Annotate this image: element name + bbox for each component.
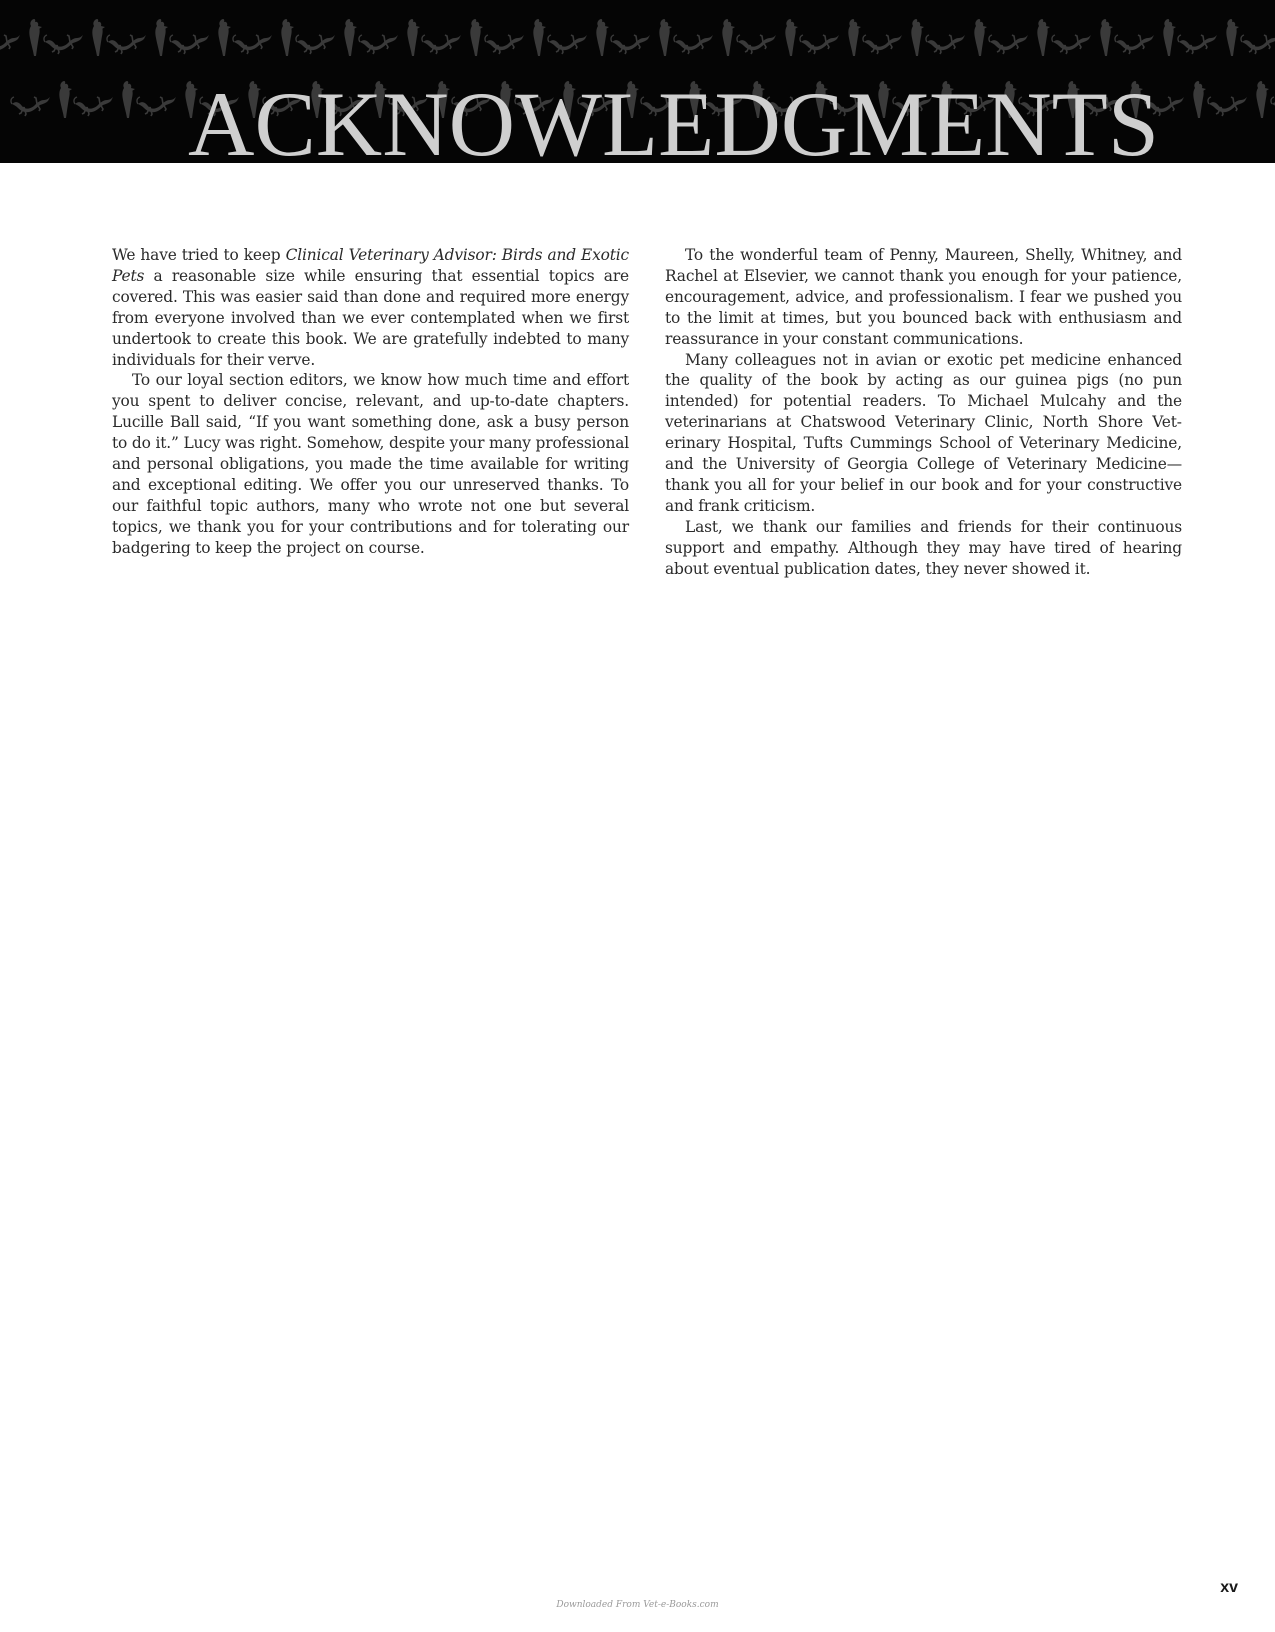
cockatiel-icon — [344, 19, 357, 56]
cockatiel-icon — [974, 19, 987, 56]
page-number: xv — [1220, 1579, 1238, 1596]
gecko-icon — [359, 35, 398, 54]
gecko-icon — [74, 97, 113, 116]
gecko-icon — [296, 35, 335, 54]
paragraph-elsevier-team: To the wonderful team of Penny, Maureen, Shelly, Whitney, and Rachel at Elsevier, we cannot thank you enough for your patience, encouragement, advice, and professionalism. I fear we pushed you to the limit at times, but you bounced back with enthusiasm and reassurance in your constant communications. — [665, 246, 1182, 348]
intro-text-start: We have tried to keep — [112, 246, 286, 264]
gecko-icon — [137, 97, 176, 116]
gecko-icon — [233, 35, 272, 54]
cockatiel-icon — [59, 81, 72, 118]
gecko-icon — [674, 35, 713, 54]
gecko-icon — [1115, 35, 1154, 54]
paragraph-section-editors: To our loyal section editors, we know how much time and effort you spent to deliver concise, relevant, and up-to-date chapters. Lucille Ball said, “If you want something done, ask a busy person to do it.” Lucy was right. Somehow, despite your many professional and personal obligations, you made the time available for writing and exceptional editing. We offer you our unreserved thanks. To our faithful topic authors, many who wrote not one but several topics, we thank you for your contributions and for tolerating our badgering to keep the project on course. — [112, 371, 630, 557]
cockatiel-icon — [596, 19, 609, 56]
cockatiel-icon — [1100, 19, 1113, 56]
gecko-icon — [737, 35, 776, 54]
cockatiel-icon — [911, 19, 924, 56]
cockatiel-icon — [848, 19, 861, 56]
cockatiel-icon — [1163, 19, 1176, 56]
gecko-icon — [926, 35, 965, 54]
gecko-icon — [611, 35, 650, 54]
cockatiel-icon — [1256, 81, 1269, 118]
cockatiel-icon — [281, 19, 294, 56]
cockatiel-icon — [407, 19, 420, 56]
gecko-icon — [422, 35, 461, 54]
gecko-icon — [170, 35, 209, 54]
cockatiel-icon — [1226, 19, 1239, 56]
gecko-icon — [863, 35, 902, 54]
header-banner — [0, 0, 1275, 163]
gecko-icon — [107, 35, 146, 54]
gecko-icon — [11, 97, 50, 116]
cockatiel-icon — [92, 19, 105, 56]
gecko-icon — [1052, 35, 1091, 54]
gecko-icon — [1241, 35, 1275, 54]
cockatiel-icon — [1193, 81, 1206, 118]
gecko-icon — [1271, 97, 1275, 116]
cockatiel-icon — [722, 19, 735, 56]
cockatiel-icon — [785, 19, 798, 56]
gecko-icon — [44, 35, 83, 54]
cockatiel-icon — [533, 19, 546, 56]
cockatiel-icon — [470, 19, 483, 56]
gecko-icon — [1178, 35, 1217, 54]
gecko-icon — [989, 35, 1028, 54]
intro-text-end: a reasonable size while ensuring that essential topics are covered. This was easier said than done and required more energy from everyone involved than we ever contemplated when we first undertook to create this book. We are gratefully indebted to many individuals for their verve. — [112, 266, 629, 369]
paragraph-families: Last, we thank our families and friends for their continuous support and empathy. Although they may have tired of hearing about eventual publication dates, they never showed it. — [665, 517, 1182, 578]
gecko-icon — [1208, 97, 1247, 116]
cockatiel-icon — [29, 19, 42, 56]
cockatiel-icon — [155, 19, 168, 56]
right-column — [665, 245, 1182, 580]
gecko-icon — [485, 35, 524, 54]
cockatiel-icon — [659, 19, 672, 56]
paragraph-colleagues: Many colleagues not in avian or exotic pet medicine enhanced the quality of the book by acting as our guinea pigs (no pun intended) for potential readers. To Michael Mulcahy and the veterinarians at Chatswood Veterinary Clinic, North Shore Veterinary Hospital, Tufts Cummings School of Veterinary Medicine, and the University of Georgia College of Veterinary Medicine—thank you all for your belief in our book and for your constructive and frank criticism. — [665, 350, 1182, 515]
page-title: ACKNOWLEDGMENTS — [188, 73, 1160, 163]
cockatiel-icon — [122, 81, 135, 118]
gecko-icon — [800, 35, 839, 54]
cockatiel-icon — [1037, 19, 1050, 56]
gecko-icon — [0, 35, 20, 54]
book-title-italic: Clinical Veterinary Advisor: Birds and Exotic Pets — [112, 246, 630, 285]
paragraph-intro — [112, 245, 629, 370]
cockatiel-icon — [218, 19, 231, 56]
left-column — [112, 245, 629, 559]
download-watermark: Downloaded From Vet-e-Books.com — [556, 1600, 719, 1610]
gecko-icon — [548, 35, 587, 54]
